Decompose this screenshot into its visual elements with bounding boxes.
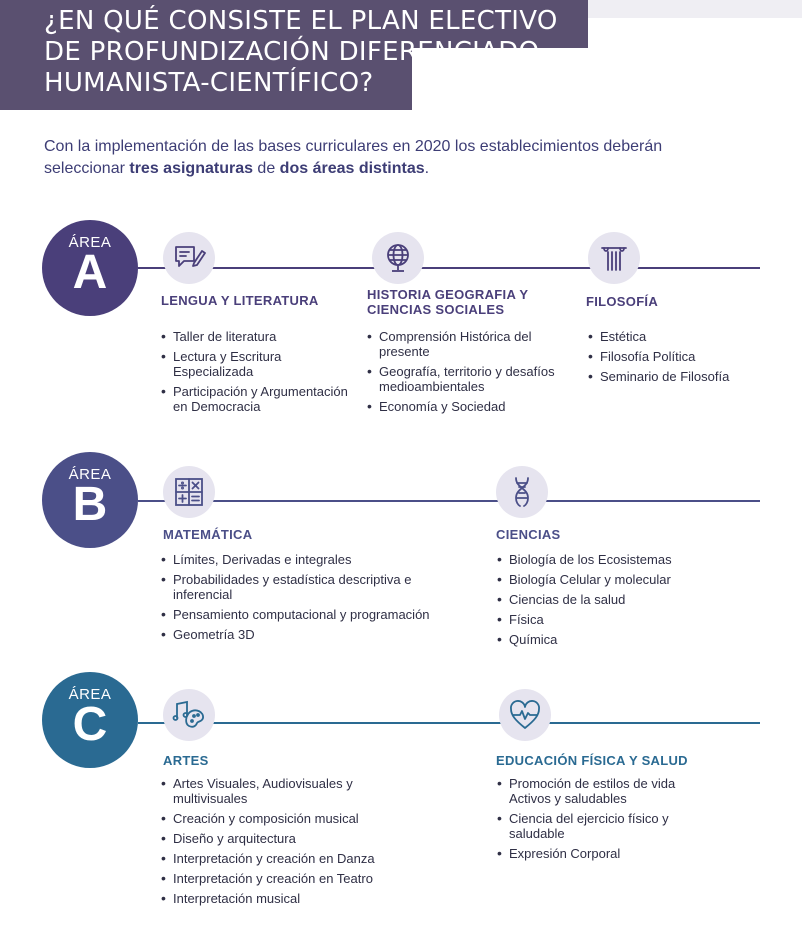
- area-a-line: [138, 267, 760, 269]
- speech-bubble-pen-icon: [163, 232, 215, 284]
- list-item: • Física: [497, 612, 757, 627]
- subject-list-matematica: [161, 552, 436, 647]
- area-b-badge: [42, 452, 138, 548]
- list-item: • Ciencia del ejercicio físico y saludable: [497, 811, 707, 841]
- area-c-badge: [42, 672, 138, 768]
- area-b-word: ÁREA: [68, 466, 112, 483]
- heart-pulse-icon: [499, 689, 551, 741]
- intro-text: Con la implementación de las bases curriculares en 2020 los establecimientos deberán seleccionar tres asignaturas de dos áreas distintas.: [44, 138, 663, 177]
- subject-list-lengua: [161, 329, 351, 419]
- subject-list-filosofia: [588, 329, 778, 389]
- area-a-badge: [42, 220, 138, 316]
- area-c-word: ÁREA: [68, 686, 112, 703]
- globe-icon: [372, 232, 424, 284]
- list-item: • Participación y Argumentación en Democracia: [161, 384, 351, 414]
- list-item: • Interpretación musical: [161, 891, 421, 906]
- list-item: • Expresión Corporal: [497, 846, 707, 861]
- subject-title-filosofia: FILOSOFÍA: [586, 294, 659, 309]
- list-item: • Comprensión Histórica del presente: [367, 329, 557, 359]
- list-item: • Creación y composición musical: [161, 811, 421, 826]
- list-item: • Química: [497, 632, 757, 647]
- list-item: • Artes Visuales, Audiovisuales y multivisuales: [161, 776, 421, 806]
- column-icon: [588, 232, 640, 284]
- subject-list-ciencias: [497, 552, 757, 652]
- list-item: • Límites, Derivadas e integrales: [161, 552, 436, 567]
- title-line-2: DE PROFUNDIZACIÓN DIFERENCIADO: [44, 37, 540, 67]
- subject-title-educacion-fisica: EDUCACIÓN FÍSICA Y SALUD: [496, 753, 688, 768]
- area-a-word: ÁREA: [68, 234, 112, 251]
- title-line-1: ¿EN QUÉ CONSISTE EL PLAN ELECTIVO: [44, 6, 558, 36]
- list-item: • Ciencias de la salud: [497, 592, 757, 607]
- list-item: • Interpretación y creación en Teatro: [161, 871, 421, 886]
- subject-title-lengua: LENGUA Y LITERATURA: [161, 293, 319, 308]
- page-title: [44, 6, 558, 99]
- list-item: • Biología Celular y molecular: [497, 572, 757, 587]
- subject-list-artes: [161, 776, 421, 911]
- list-item: • Probabilidades y estadística descriptiva e inferencial: [161, 572, 436, 602]
- area-c-line: [138, 722, 760, 724]
- subject-list-historia: [367, 329, 557, 419]
- list-item: • Promoción de estilos de vida Activos y saludables: [497, 776, 707, 806]
- title-line-3: HUMANISTA-CIENTÍFICO?: [44, 68, 374, 98]
- subject-title-artes: ARTES: [163, 753, 209, 768]
- area-b-line: [138, 500, 760, 502]
- list-item: • Taller de literatura: [161, 329, 351, 344]
- list-item: • Geografía, territorio y desafíos medioambientales: [367, 364, 557, 394]
- subject-title-matematica: MATEMÁTICA: [163, 527, 253, 542]
- list-item: • Economía y Sociedad: [367, 399, 557, 414]
- list-item: • Geometría 3D: [161, 627, 436, 642]
- music-palette-icon: [163, 689, 215, 741]
- subject-list-educacion-fisica: [497, 776, 707, 866]
- dna-icon: [496, 466, 548, 518]
- list-item: • Filosofía Política: [588, 349, 778, 364]
- list-item: • Lectura y Escritura Especializada: [161, 349, 351, 379]
- subject-title-historia: HISTORIA GEOGRAFIA Y CIENCIAS SOCIALES: [367, 287, 529, 317]
- area-c-letter: C: [72, 698, 108, 751]
- list-item: • Biología de los Ecosistemas: [497, 552, 757, 567]
- list-item: • Seminario de Filosofía: [588, 369, 778, 384]
- calculator-icon: [163, 466, 215, 518]
- list-item: • Pensamiento computacional y programación: [161, 607, 436, 622]
- area-a-letter: A: [72, 246, 108, 299]
- subject-title-ciencias: CIENCIAS: [496, 527, 561, 542]
- list-item: • Diseño y arquitectura: [161, 831, 421, 846]
- area-b-letter: B: [72, 478, 108, 531]
- list-item: • Estética: [588, 329, 778, 344]
- list-item: • Interpretación y creación en Danza: [161, 851, 421, 866]
